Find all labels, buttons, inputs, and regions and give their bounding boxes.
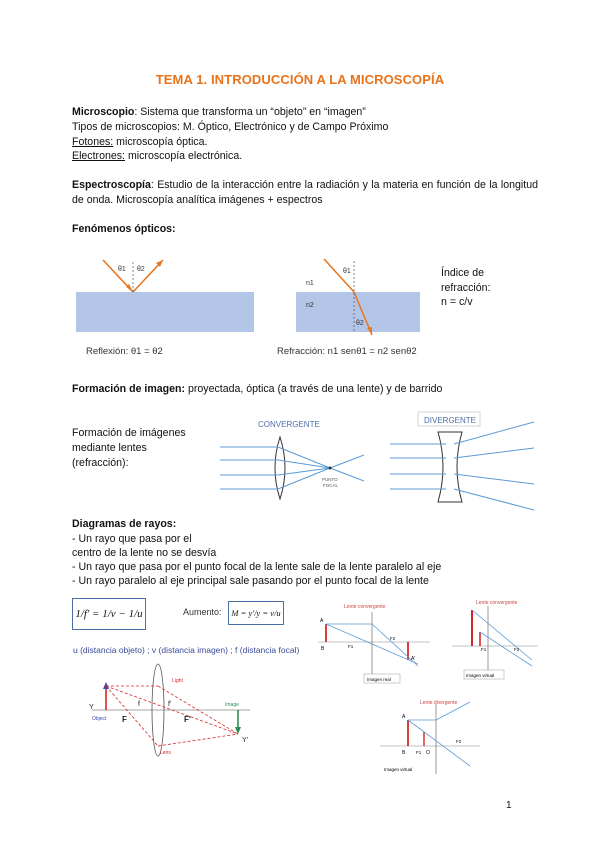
divergente-title: Lente divergente	[420, 700, 458, 706]
lens-formula: 1/f' = 1/v − 1/u	[75, 608, 143, 620]
diagramas-item-3: - Un rayo paralelo al eje principal sale pasando por el punto focal de la lente	[72, 575, 429, 587]
punto-focal-label-2: FOCAL	[323, 483, 339, 488]
divergent-lens-diagram	[388, 412, 538, 512]
divergente-label: DIVERGENTE	[424, 416, 477, 425]
diagramas-item-2: - Un rayo que pasa por el punto focal de la lente sale de la lente paralelo al eje	[72, 561, 442, 573]
ray-diagram	[89, 660, 252, 760]
aumento-formula-box	[228, 601, 284, 625]
distancias-legend: u (distancia objeto) ; v (distancia imagen) ; f (distancia focal)	[73, 645, 300, 655]
formacion-line	[72, 382, 442, 396]
F-label: F	[122, 715, 127, 724]
convergent-lens-diagram	[218, 415, 368, 511]
A2-label: A'	[411, 656, 416, 662]
light-label: Light	[172, 678, 183, 684]
theta1-label: θ1	[343, 268, 351, 275]
A-label: A	[320, 618, 324, 624]
n2-label: n2	[306, 302, 314, 309]
espectroscopia-text: : Estudio de la interacción entre la radiación y la materia en función de la longitud de onda. Microscopía analítica imágenes + espectros	[72, 179, 538, 206]
theta1-label: θ1	[118, 266, 126, 273]
espectroscopia-paragraph	[72, 178, 538, 208]
f-label: f	[138, 701, 140, 708]
theta2-label: θ2	[137, 266, 145, 273]
fenomenos-heading: Fenómenos ópticos:	[72, 223, 176, 235]
O-label: O	[426, 750, 430, 756]
incident-ray	[324, 259, 354, 292]
formacion-text: proyectada, óptica (a través de una lente) y de barrido	[185, 383, 443, 395]
Fprime-label: F'	[184, 715, 191, 724]
diagramas-heading: Diagramas de rayos:	[72, 518, 177, 530]
theta2-label: θ2	[356, 320, 364, 327]
electrones-line	[72, 149, 242, 163]
convergente-title: Lente convergente	[344, 604, 386, 610]
imagen-virtual-label: Imagen virtual	[384, 767, 413, 772]
indice-line-3: n = c/v	[441, 296, 473, 308]
lentes-line-3: (refracción):	[72, 457, 129, 469]
fprime-label: f'	[168, 701, 172, 708]
focal-point	[329, 467, 332, 470]
electrones-text: microscopía electrónica.	[125, 150, 243, 162]
convergente-label: CONVERGENTE	[258, 420, 320, 429]
lens-formula-box	[72, 598, 146, 630]
formacion-label: Formación de imagen:	[72, 383, 186, 395]
divergente-diagram	[380, 696, 480, 776]
diagramas-item-1a: - Un rayo que pasa por el	[72, 533, 192, 545]
convergente-real-diagram	[318, 602, 430, 690]
refraccion-diagram	[296, 255, 422, 343]
Yprime-label: Y'	[242, 737, 249, 744]
electrones-label: Electrones:	[72, 150, 125, 162]
Y-label: Y	[89, 704, 94, 711]
microscopio-label: Microscopio	[72, 106, 135, 118]
F1-label: F1	[481, 647, 487, 652]
refraccion-caption: Refracción: n1 senθ1 = n2 senθ2	[277, 346, 417, 357]
imagen-virtual-label: Imagen virtual	[466, 673, 495, 678]
F2-label: F2	[514, 647, 520, 652]
F1-label: F1	[348, 644, 354, 649]
indice-line-1: Índice de	[441, 267, 484, 279]
B-label: B	[321, 646, 325, 652]
image-label: Image	[225, 702, 239, 708]
tipos-line: Tipos de microscopios: M. Óptico, Electrónico y de Campo Próximo	[72, 121, 389, 133]
convergente2-title: Lente convergente	[476, 600, 518, 606]
B-label: B	[402, 750, 406, 756]
lens-label: Lens	[160, 750, 171, 756]
reflexion-caption: Reflexión: θ1 = θ2	[86, 346, 163, 357]
A-label: A	[402, 714, 406, 720]
fotones-text: microscopía óptica.	[113, 136, 208, 148]
fotones-label: Fotones:	[72, 136, 114, 148]
page-number: 1	[506, 800, 512, 811]
object-label: Object	[92, 716, 107, 722]
indice-line-2: refracción:	[441, 282, 491, 294]
medium-block	[76, 292, 254, 332]
n1-label: n1	[306, 280, 314, 287]
fotones-line	[72, 135, 207, 149]
aumento-formula: M = y'/y = v/u	[231, 608, 281, 618]
microscopio-line	[72, 105, 366, 119]
imagen-real-label: Imagen real	[367, 677, 391, 682]
lentes-line-1: Formación de imágenes	[72, 427, 186, 439]
F2-label: F2	[456, 739, 462, 744]
F1-label: F1	[416, 750, 422, 755]
diagramas-item-1b: centro de la lente no se desvía	[72, 547, 217, 559]
F2-label: F2	[390, 636, 396, 641]
lentes-line-2: mediante lentes	[72, 442, 147, 454]
convergente-virtual-diagram	[452, 596, 538, 686]
espectroscopia-label: Espectroscopía	[72, 179, 151, 191]
reflexion-diagram	[76, 255, 256, 335]
page-title: TEMA 1. INTRODUCCIÓN A LA MICROSCOPÍA	[155, 72, 445, 87]
aumento-label: Aumento:	[183, 607, 222, 617]
punto-focal-label-1: PUNTO	[322, 477, 338, 482]
microscopio-text: : Sistema que transforma un “objeto” en “imagen”	[134, 106, 366, 118]
